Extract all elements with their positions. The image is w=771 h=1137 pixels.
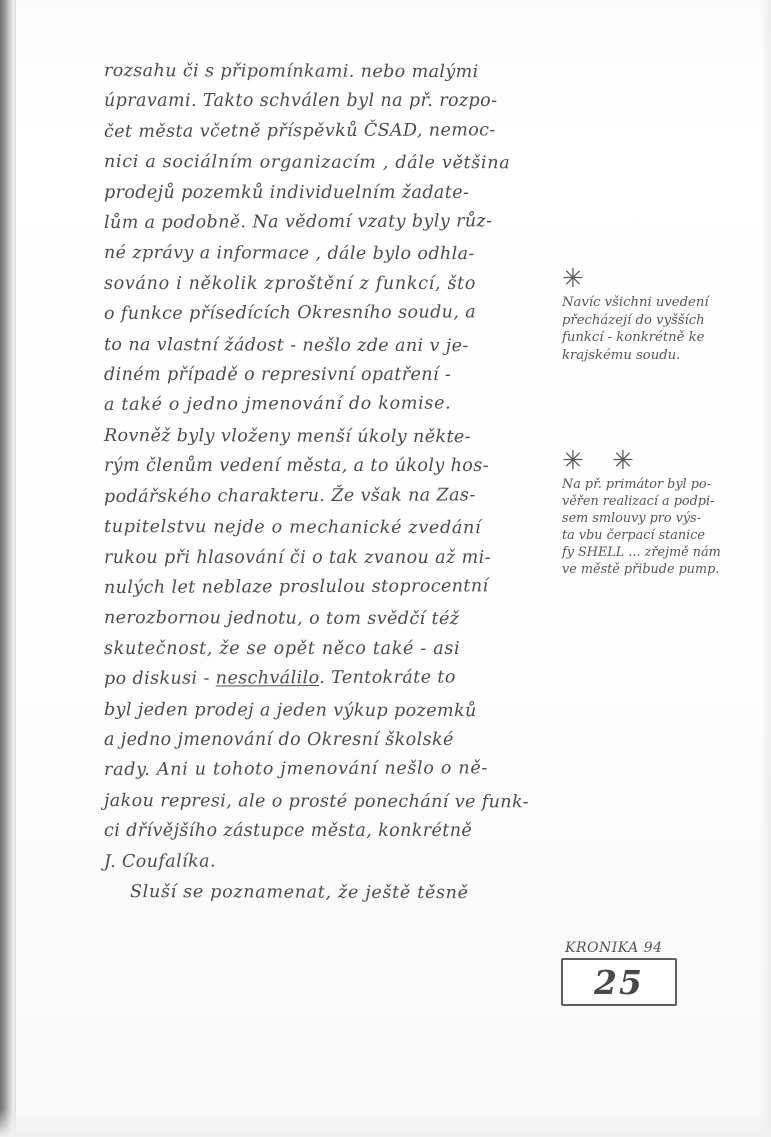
text-line: tupitelstvu nejde o mechanické zvedání: [103, 517, 482, 539]
handwritten-body-text: [104, 56, 554, 907]
margin-note-line: přecházejí do vyšších: [562, 312, 705, 328]
page-number: 25: [594, 962, 644, 1002]
margin-note-line: ve městě přibude pump.: [562, 562, 720, 577]
text-line: nerozbornou jednotu, o tom svědčí též: [103, 608, 460, 630]
text-line: prodejů pozemků individuelním žadate-: [104, 182, 470, 203]
text-line: a jedno jmenování do Okresní školské: [104, 729, 454, 750]
binding-edge: [0, 0, 14, 1137]
text-line: sováno i několik zproštění z funkcí, što: [104, 273, 477, 294]
binding-edge-line: [14, 0, 16, 1137]
text-line: Rovněž byly vloženy menší úkoly někte-: [103, 425, 472, 448]
text-line: ci dřívějšího zástupce města, konkrétně: [104, 821, 473, 842]
text-line: podářského charakteru. Že však na Zas-: [103, 485, 476, 507]
margin-note-line: krajskému soudu.: [562, 347, 681, 363]
margin-note-line: fy SHELL ... zřejmě nám: [562, 545, 721, 560]
page-number-stamp: [561, 940, 689, 1006]
text-line: lům a podobně. Na vědomí vzaty byly růz-: [103, 211, 493, 234]
text-line: rukou při hlasování či o tak zvanou až mi-: [104, 547, 491, 568]
margin-note-line: sem smlouvy pro výs-: [562, 511, 702, 526]
text-line: jakou represi, ale o prosté ponechání ve funk-: [103, 790, 530, 813]
text-line: po diskusi - neschválilo. Tentokráte to: [103, 667, 456, 690]
text-line: rým členům vedení města, a to úkoly hos-: [104, 456, 489, 477]
asterisk-icon: ✳: [562, 264, 594, 294]
page-number-box: [561, 958, 677, 1006]
text-line: to na vlastní žádost - nešlo zde ani v je-: [103, 334, 469, 356]
text-line: o funkce přísedících Okresního soudu, a: [103, 302, 477, 325]
text-line: rady. Ani u tohoto jmenování nešlo o ně-: [103, 758, 489, 781]
text-line: úpravami. Takto schválen byl na př. rozpo-: [104, 91, 498, 112]
text-line: Sluší se poznamenat, že ještě těsně: [129, 882, 469, 904]
text-line: byl jeden prodej a jeden výkup pozemků: [103, 699, 477, 721]
margin-note-line: funkcí - konkrétně ke: [562, 330, 705, 345]
text-line: rozsahu či s připomínkami. nebo malými: [103, 61, 479, 83]
margin-note-line: věřen realizací a podpi-: [562, 494, 715, 509]
text-line: nulých let neblaze proslulou stoprocentní: [103, 576, 489, 598]
margin-note-line: Navíc všichni uvedení: [562, 295, 709, 310]
text-line: diném případě o represivní opatření -: [104, 365, 452, 386]
chronicle-caption: KRONIKA 94: [565, 940, 663, 956]
margin-note-line: Na př. primátor byl po-: [562, 477, 711, 492]
text-line: nici a sociálním organizacím , dále většina: [103, 152, 511, 174]
margin-note-first: [562, 264, 742, 364]
text-line: né zprávy a informace , dále bylo odhla-: [103, 243, 475, 265]
page-edge-shadow-right: [761, 0, 771, 1137]
text-line: skutečnost, že se opět něco také - asi: [104, 638, 461, 659]
margin-note-second: [562, 446, 742, 578]
text-line: čet města včetně příspěvků ČSAD, nemoc-: [103, 120, 496, 142]
page-edge-shadow-bottom: [0, 1109, 771, 1137]
double-asterisk-icon: ✳ ✳: [562, 446, 644, 476]
text-line: a také o jedno jmenování do komise.: [103, 393, 452, 416]
margin-note-line: ta vbu čerpací stanice: [562, 528, 705, 543]
text-line: J. Coufalíka.: [103, 851, 216, 872]
